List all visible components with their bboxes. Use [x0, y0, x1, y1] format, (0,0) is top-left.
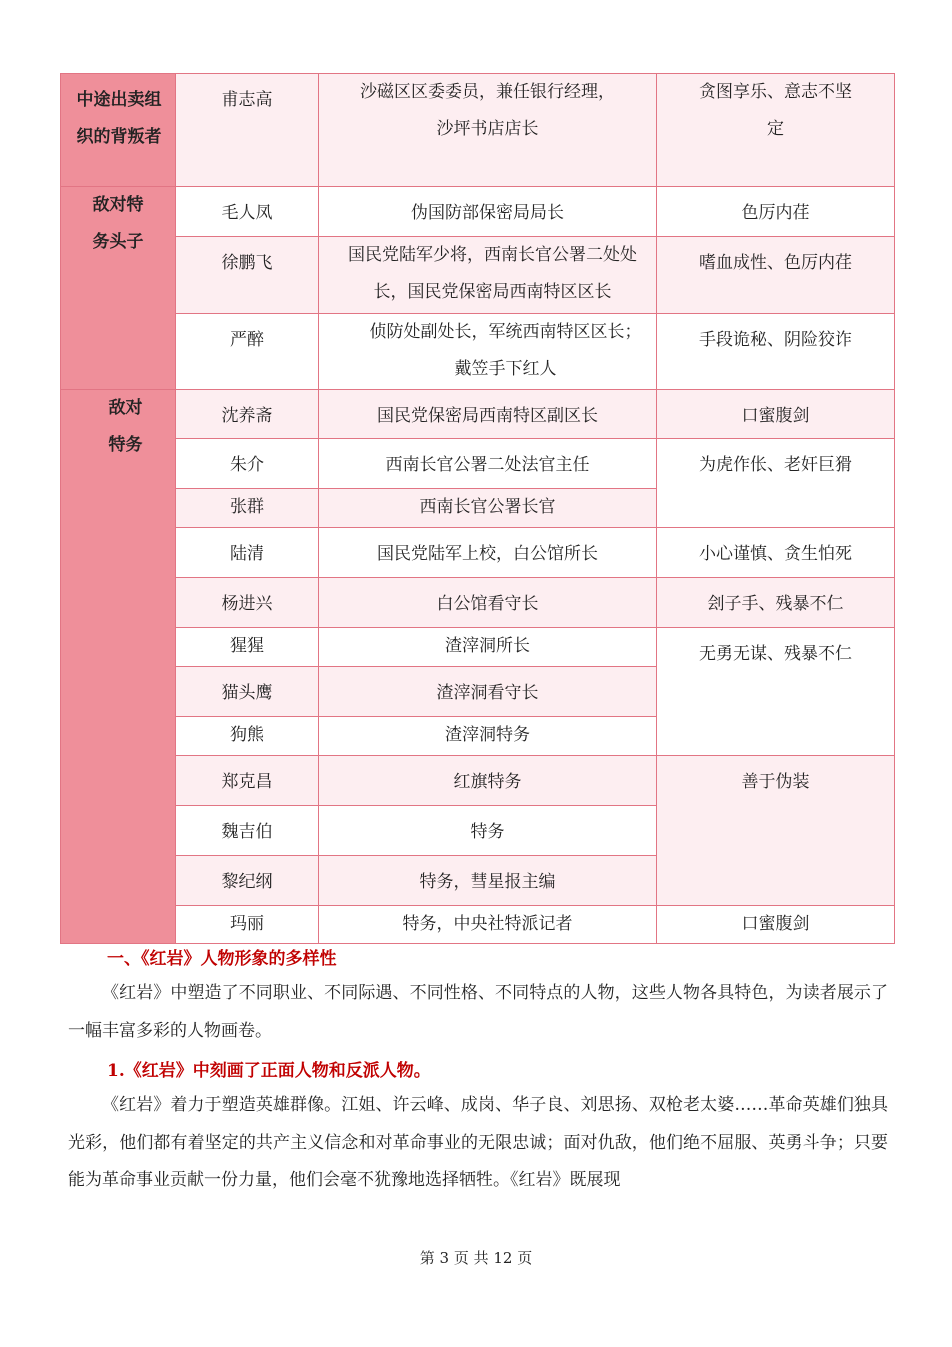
- name-cell: 甫志高: [176, 74, 319, 187]
- name-cell: 沈养斋: [176, 390, 319, 439]
- trait-cell: 善于伪装: [657, 756, 895, 906]
- paragraph: 《红岩》中塑造了不同职业、不同际遇、不同性格、不同特点的人物，这些人物各具特色，为读者展示了一幅丰富多彩的人物画卷。: [68, 983, 888, 1041]
- position-cell: 红旗特务: [319, 756, 657, 806]
- name-cell: 黎纪纲: [176, 856, 319, 906]
- name-cell: 玛丽: [176, 906, 319, 944]
- category-cell: 敌对特务头子: [61, 187, 176, 390]
- name-cell: 陆清: [176, 528, 319, 578]
- table-row: [61, 187, 895, 237]
- table-row: [61, 390, 895, 439]
- character-table: [60, 73, 895, 944]
- table-row: [61, 628, 895, 667]
- name-cell: 朱介: [176, 439, 319, 489]
- trait-cell: 无勇无谋、残暴不仁: [657, 628, 895, 756]
- name-cell: 张群: [176, 489, 319, 528]
- position-cell: 西南长官公署长官: [319, 489, 657, 528]
- position-cell: 渣滓洞所长: [319, 628, 657, 667]
- page-number: 第 3 页 共 12 页: [419, 1249, 533, 1267]
- table-row: [61, 906, 895, 944]
- position-cell: 伪国防部保密局局长: [319, 187, 657, 237]
- position-cell: 渣滓洞看守长: [319, 667, 657, 717]
- trait-cell: 小心谨慎、贪生怕死: [657, 528, 895, 578]
- category-cell: 中途出卖组织的背叛者: [61, 74, 176, 187]
- name-cell: 狗熊: [176, 717, 319, 756]
- trait-cell: 嗜血成性、色厉内荏: [657, 237, 895, 314]
- trait-cell: 为虎作伥、老奸巨猾: [657, 439, 895, 528]
- name-cell: 魏吉伯: [176, 806, 319, 856]
- position-cell: 西南长官公署二处法官主任: [319, 439, 657, 489]
- name-cell: 郑克昌: [176, 756, 319, 806]
- subheading: 1.《红岩》中刻画了正面人物和反派人物。: [107, 1061, 431, 1081]
- trait-cell: 口蜜腹剑: [657, 906, 895, 944]
- table-row: [61, 528, 895, 578]
- table-row: [61, 439, 895, 489]
- trait-cell: 贪图享乐、意志不坚定: [657, 74, 895, 187]
- trait-cell: 手段诡秘、阴险狡诈: [657, 314, 895, 390]
- position-cell: 渣滓洞特务: [319, 717, 657, 756]
- paragraph: 《红岩》着力于塑造英雄群像。江姐、许云峰、成岗、华子良、刘思扬、双枪老太婆……革命英雄们独具光彩，他们都有着坚定的共产主义信念和对革命事业的无限忠诚；面对仇敌，他们绝不屈服、英勇斗争；只要能为革命事业贡献一份力量，他们会毫不犹豫地选择牺牲。《红岩》既展现: [68, 1095, 888, 1190]
- position-cell: 国民党保密局西南特区副区长: [319, 390, 657, 439]
- position-cell: 侦防处副处长，军统西南特区区长；戴笠手下红人: [319, 314, 657, 390]
- position-cell: 白公馆看守长: [319, 578, 657, 628]
- name-cell: 严醉: [176, 314, 319, 390]
- table-row: [61, 74, 895, 187]
- trait-cell: 口蜜腹剑: [657, 390, 895, 439]
- position-cell: 特务，彗星报主编: [319, 856, 657, 906]
- section-heading: 一、《红岩》人物形象的多样性: [107, 949, 337, 969]
- table-row: [61, 237, 895, 314]
- table-row: [61, 314, 895, 390]
- name-cell: 徐鹏飞: [176, 237, 319, 314]
- position-cell: 国民党陆军少将，西南长官公署二处处长，国民党保密局西南特区区长: [319, 237, 657, 314]
- table-row: [61, 756, 895, 806]
- name-cell: 杨进兴: [176, 578, 319, 628]
- name-cell: 毛人凤: [176, 187, 319, 237]
- name-cell: 猫头鹰: [176, 667, 319, 717]
- trait-cell: 刽子手、残暴不仁: [657, 578, 895, 628]
- position-cell: 特务，中央社特派记者: [319, 906, 657, 944]
- position-cell: 沙磁区区委委员，兼任银行经理，沙坪书店店长: [319, 74, 657, 187]
- table-row: [61, 578, 895, 628]
- position-cell: 国民党陆军上校，白公馆所长: [319, 528, 657, 578]
- trait-cell: 色厉内荏: [657, 187, 895, 237]
- category-cell: 敌对特务: [61, 390, 176, 944]
- name-cell: 猩猩: [176, 628, 319, 667]
- position-cell: 特务: [319, 806, 657, 856]
